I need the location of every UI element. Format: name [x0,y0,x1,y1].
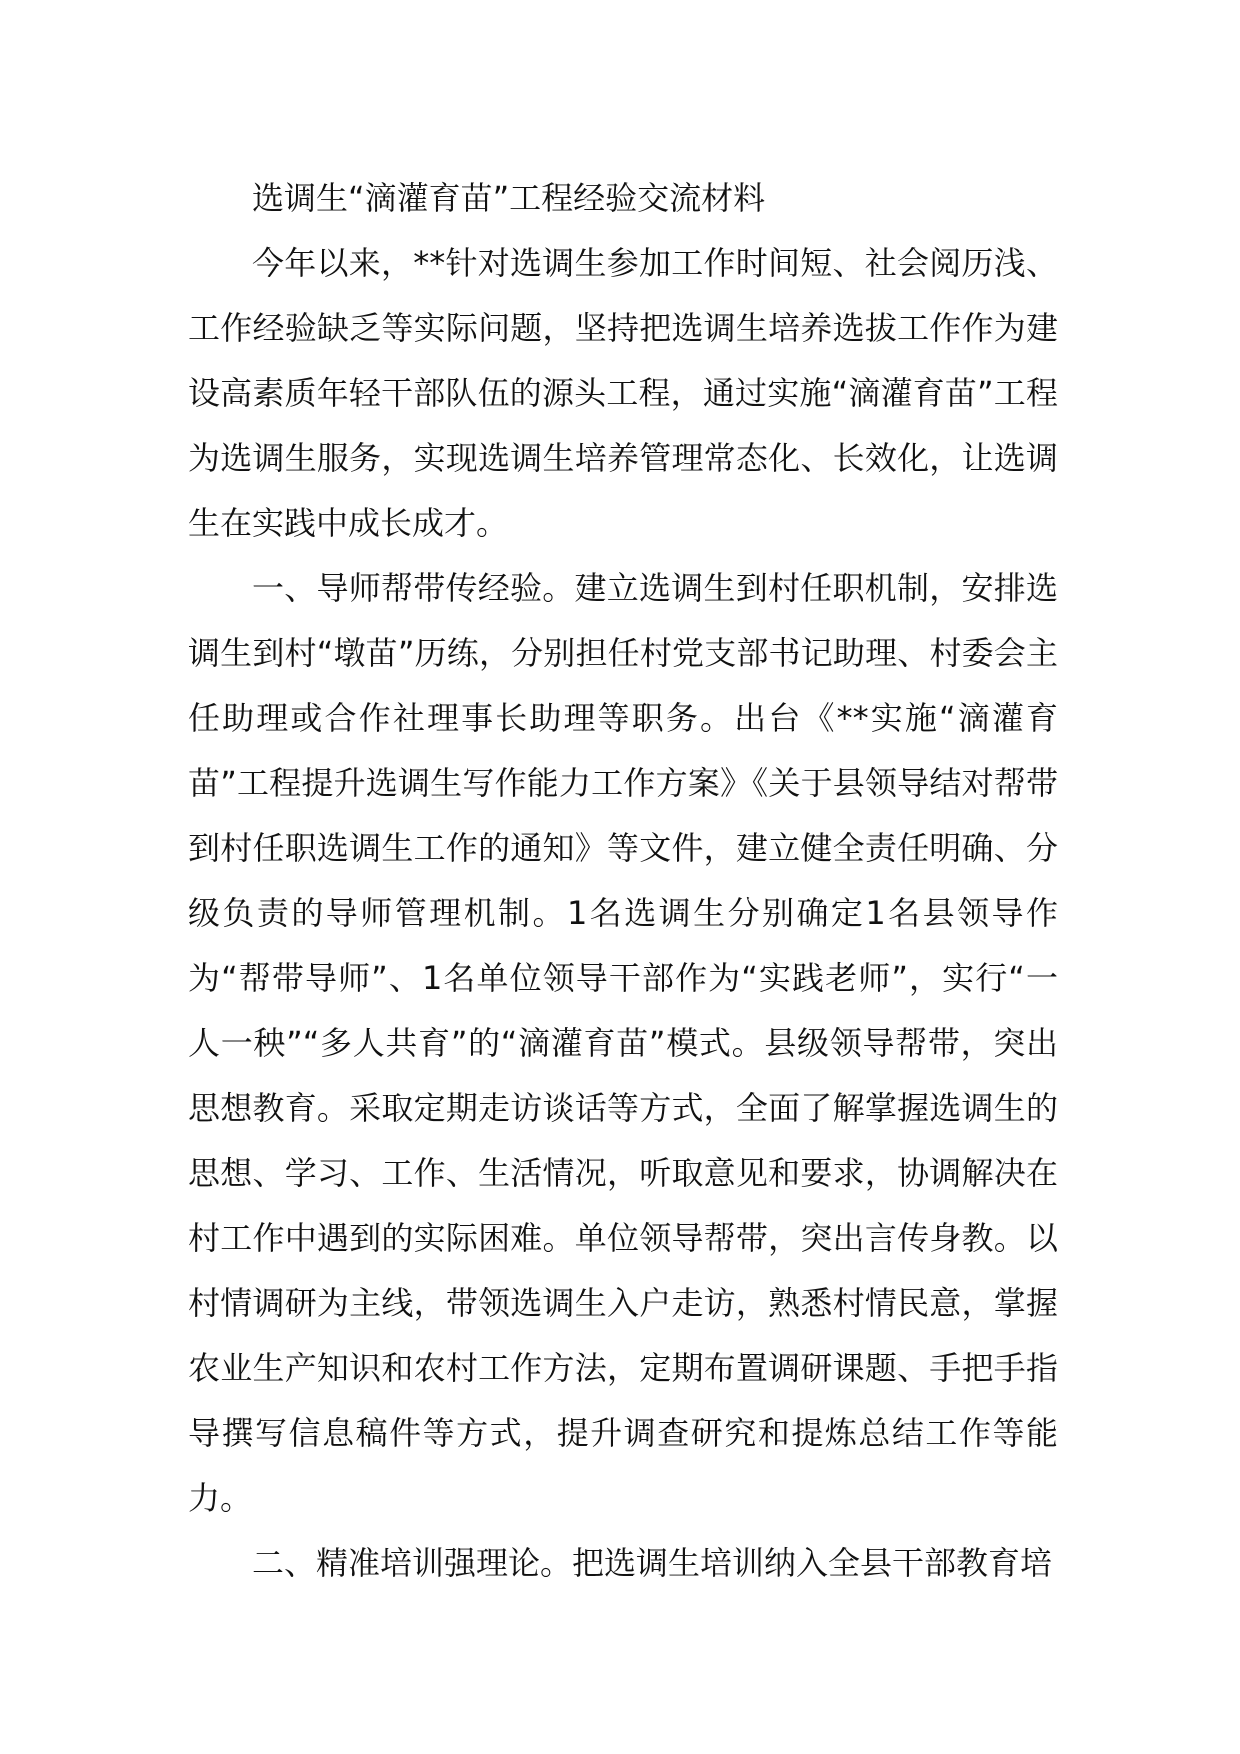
paragraph-intro: 今年以来，**针对选调生参加工作时间短、社会阅历浅、工作经验缺乏等实际问题，坚持把选调生培养选拔工作作为建设高素质年轻干部队伍的源头工程，通过实施“滴灌育苗”工程为选调生服务，实现选调生培养管理常态化、长效化，让选调生在实践中成长成才。 [188,244,1058,542]
document-title: 选调生“滴灌育苗”工程经验交流材料 [252,179,766,217]
paragraph-section-2: 二、精准培训强理论。把选调生培训纳入全县干部教育培 [252,1544,1053,1582]
document-body [188,166,1058,1596]
paragraph-section-1: 一、导师帮带传经验。建立选调生到村任职机制，安排选调生到村“墩苗”历练，分别担任村党支部书记助理、村委会主任助理或合作社理事长助理等职务。出台《**实施“滴灌育苗”工程提升选调生写作能力工作方案》《关于县领导结对帮带到村任职选调生工作的通知》等文件，建立健全责任明确、分级负责的导师管理机制。1名选调生分别确定1名县领导作为“帮带导师”、1名单位领导干部作为“实践老师”，实行“一人一秧”“多人共育”的“滴灌育苗”模式。县级领导帮带，突出思想教育。采取定期走访谈话等方式，全面了解掌握选调生的思想、学习、工作、生活情况，听取意见和要求，协调解决在村工作中遇到的实际困难。单位领导帮带，突出言传身教。以村情调研为主线，带领选调生入户走访，熟悉村情民意，掌握农业生产知识和农村工作方法，定期布置调研课题、手把手指导撰写信息稿件等方式，提升调查研究和提炼总结工作等能力。 [188,569,1058,1517]
